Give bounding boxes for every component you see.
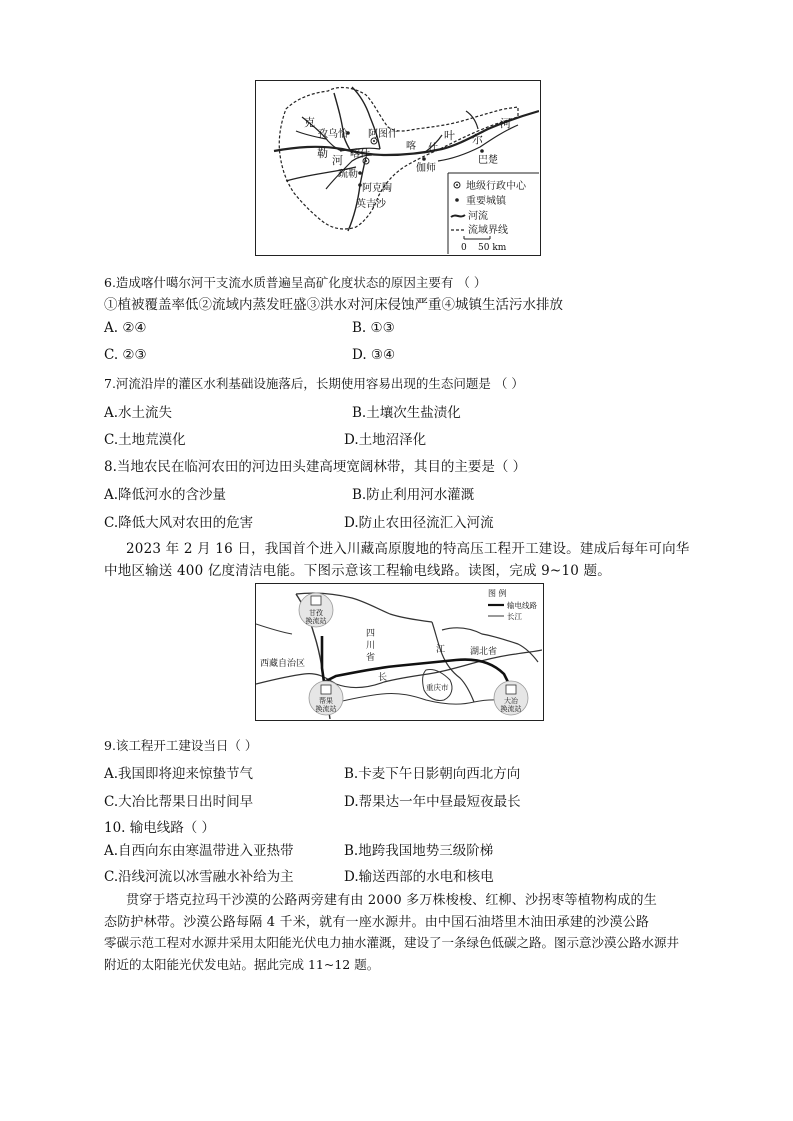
q8-stem: 8.当地农民在临河农田的河边田头建高埂宽阔林带，其目的主要是（ ） [104,459,527,475]
intro11-line3: 零碳示范工程对水源井采用太阳能光伏电力抽水灌溉，建设了一条绿色低碳之路。图示意沙漠公路水源井 [104,935,680,950]
map1-legend [448,173,539,254]
intro9-line2: 中地区输送 400 亿度清洁电能。下图示意该工程输电线路。读图，完成 9~10 题。 [104,563,611,579]
intro11-line4: 附近的太阳能光伏发电站。据此完成 11~12 题。 [104,957,380,972]
label-artux: 阿图什 [368,129,398,140]
label-le: 勒 [317,147,328,160]
transmission-map-drawing [256,584,542,719]
ganzi-station [299,593,333,627]
q6-option-b[interactable]: B. ①③ [352,320,395,336]
q8-option-b[interactable]: B.防止利用河水灌溉 [352,487,475,503]
map2-legend [488,588,537,621]
label-chongqing: 重庆市 [426,683,449,692]
q6-option-a[interactable]: A. ②④ [104,320,147,336]
q7-option-c[interactable]: C.土地荒漠化 [104,432,186,448]
q8-option-d[interactable]: D.防止农田径流汇入河流 [344,515,494,531]
ganzi-label-top: 甘孜 [309,609,323,617]
map2-legend-line: 输电线路 [507,601,537,610]
intro11-line2: 态防护林带。沙漠公路每隔 4 千米，就有一座水源井。由中国石油塔里木油田承建的沙漠公路 [104,915,650,930]
label-sichuan-3: 省 [366,653,376,663]
label-jiang: 江 [436,645,446,655]
label-sichuan-2: 川 [366,641,376,651]
q9-stem: 9.该工程开工建设当日（ ） [104,738,258,753]
q6-stem: 6.造成喀什噶尔河干支流水质普遍呈高矿化度状态的原因主要有 （ ） [104,275,487,290]
tributary-1 [334,93,352,153]
label-wuqia: 孜乌恰 [318,129,348,140]
label-er: 尔 [472,133,483,146]
kashgar-river-basin-map [255,80,541,256]
q10-option-d[interactable]: D.输送西部的水电和核电 [344,869,494,885]
label-bachu: 巴楚 [478,155,498,166]
q10-stem: 10. 输电线路（ ） [104,820,216,836]
label-shi: 什 [428,143,438,154]
legend-town: 重要城镇 [466,196,506,207]
q7-option-a[interactable]: A.水土流失 [104,405,173,421]
label-kashi2: 喀 [406,141,416,152]
intro11-line1: 贯穿于塔克拉玛干沙漠的公路两旁建有由 2000 多万株梭梭、红柳、沙拐枣等植物构成的生 [126,893,657,908]
label-tibet: 西藏自治区 [260,659,306,669]
label-he2: 河 [500,117,511,130]
ganzi-label-bottom: 换流站 [305,617,327,625]
q9-option-b[interactable]: B.卡麦下午日影朝向西北方向 [344,766,521,782]
town-bachu [480,149,484,153]
q6-option-d[interactable]: D. ③④ [352,347,396,363]
west-region-border [256,624,292,634]
q9-option-a[interactable]: A.我国即将迎来惊蛰节气 [104,766,254,782]
q7-option-d[interactable]: D.土地沼泽化 [344,432,427,448]
label-hubei: 湖北省 [470,647,498,657]
intro9-line1: 2023 年 2 月 16 日，我国首个进入川藏高原腹地的特高压工程开工建设。建成后每年可向华 [126,541,690,557]
daye-station [494,681,528,715]
q8-option-c[interactable]: C.降低大风对农田的危害 [104,515,254,531]
label-sichuan-1: 四 [366,629,376,639]
label-jiashi: 伽师 [416,163,436,174]
daye-label-bottom: 换流站 [500,705,522,713]
label-chang: 长 [378,673,388,683]
q10-option-a[interactable]: A.自西向东由寒温带进入亚热带 [104,843,294,859]
daye-label-top: 大冶 [504,697,518,705]
q6-option-c[interactable]: C. ②③ [104,347,147,363]
bangguo-station [309,681,343,715]
transmission-line-map [255,583,544,721]
legend-river: 河流 [468,211,488,222]
transmission-line [322,636,510,686]
q8-option-a[interactable]: A.降低河水的含沙量 [104,487,227,503]
q10-option-b[interactable]: B.地跨我国地势三级阶梯 [344,843,494,859]
bangguo-label-bottom: 换流站 [315,705,337,713]
q7-stem: 7.河流沿岸的灌区水利基础设施落后，长期使用容易出现的生态问题是 （ ） [104,376,524,391]
q7-option-b[interactable]: B.土壤次生盐渍化 [352,405,461,421]
label-yengisar: 英吉沙 [356,199,386,210]
legend-scale-zero: 0 [461,243,467,253]
q9-option-d[interactable]: D.帮果达一年中昼最短夜最长 [344,794,521,810]
q10-option-c[interactable]: C.沿线河流以冰雪融水补给为主 [104,869,294,885]
legend-boundary: 流域界线 [468,225,508,236]
map2-legend-river: 长江 [507,612,522,621]
q9-option-c[interactable]: C.大冶比帮果日出时间早 [104,794,254,810]
label-akto: 阿克陶 [362,183,392,194]
town-shule [358,171,362,175]
map2-legend-title: 图 例 [488,589,507,598]
legend-scale-value: 50 km [478,243,507,253]
town-jiashi [422,157,426,161]
label-kashi: 喀什 [350,149,370,160]
basin-map-drawing [256,81,539,254]
bangguo-label-top: 帮果 [319,697,333,705]
q6-items: ①植被覆盖率低②流域内蒸发旺盛③洪水对河床侵蚀严重④城镇生活污水排放 [104,297,563,313]
label-ye: 叶 [444,129,455,142]
label-ke: 克 [304,116,315,129]
label-shule: 疏勒 [338,169,358,180]
label-he: 河 [332,154,343,167]
legend-capital: 地级行政中心 [466,181,526,192]
